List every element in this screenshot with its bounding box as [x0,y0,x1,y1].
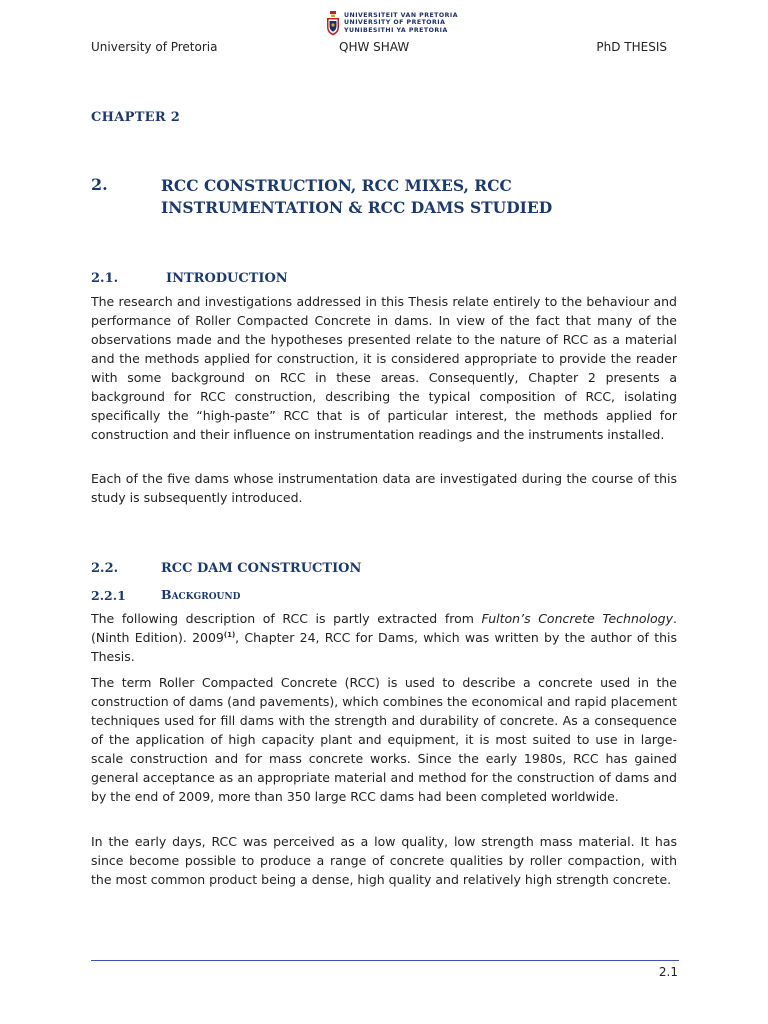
chapter-title-line-2: INSTRUMENTATION & RCC DAMS STUDIED [161,198,553,217]
bg-p1-text-start: The following description of RCC is partly extracted from [91,611,482,626]
running-header [91,40,677,56]
intro-paragraph-2: Each of the five dams whose instrumentation data are investigated during the course of this study is subsequently introduced. [91,471,677,505]
university-logo [326,8,458,38]
chapter-number: 2. [91,175,108,194]
header-document-type: PhD THESIS [596,40,667,54]
section-2-2-title: RCC DAM CONSTRUCTION [161,561,362,576]
university-crest-icon [326,10,340,36]
header-author: QHW SHAW [339,40,410,54]
chapter-title [161,175,631,219]
page-number: 2.1 [658,965,678,979]
intro-paragraph-1: The research and investigations addressed in this Thesis relate entirely to the behaviour and performance of Roller Compacted Concrete in dams. In view of the fact that many of the observations made and the hypotheses presented relate to the nature of RCC as a material and the methods applied for construction, it is considered appropriate to provide the reader with some background on RCC in these areas. Consequently, Chapter 2 presents a background for RCC construction, describing the typical composition of RCC, isolating specifically the “high-paste” RCC that is of particular interest, the methods applied for construction and their influence on instrumentation readings and the instruments installed. [91,294,677,442]
logo-line-sepedi: YUNIBESITHI YA PRETORIA [344,26,448,34]
subsection-2-2-1-title: Background [161,587,241,602]
bg-p1-book-title: Fulton’s Concrete Technology [481,611,673,626]
subsection-2-2-1-number: 2.2.1 [91,588,126,603]
section-2-1-number: 2.1. [91,271,119,286]
header-university: University of Pretoria [91,40,218,54]
chapter-label: CHAPTER 2 [91,110,181,125]
logo-line-afrikaans: UNIVERSITEIT VAN PRETORIA [344,12,459,20]
chapter-title-line-1: RCC CONSTRUCTION, RCC MIXES, RCC [161,176,512,195]
footer-rule [91,960,679,961]
bg-p1-reference-marker: (1) [223,631,236,639]
section-2-2-number: 2.2. [91,561,119,576]
logo-line-english: UNIVERSITY OF PRETORIA [344,19,446,27]
background-paragraph-1 [91,609,677,666]
bg-p1-text-end: , Chapter 24, RCC for Dams, which was written by the author of this Thesis. [91,630,678,664]
background-paragraph-2: The term Roller Compacted Concrete (RCC) is used to describe a concrete used in the construction of dams (and pavements), which combines the economical and rapid placement techniques used for fill dams with the strength and durability of concrete. As a consequence of the application of high capacity plant and equipment, it is most suited to use in large-scale construction and for mass concrete works. Since the early 1980s, RCC has gained general acceptance as an appropriate material and method for the construction of dams and by the end of 2009, more than 350 large RCC dams had been completed worldwide. [91,675,677,804]
section-2-1-title: INTRODUCTION [166,271,288,286]
bg-p1-text-middle: . (Ninth Edition). 2009 [91,611,677,645]
background-paragraph-3: In the early days, RCC was perceived as a low quality, low strength mass material. It has since become possible to produce a range of concrete qualities by roller compaction, with the most common product being a dense, high quality and relatively high strength concrete. [91,834,677,887]
